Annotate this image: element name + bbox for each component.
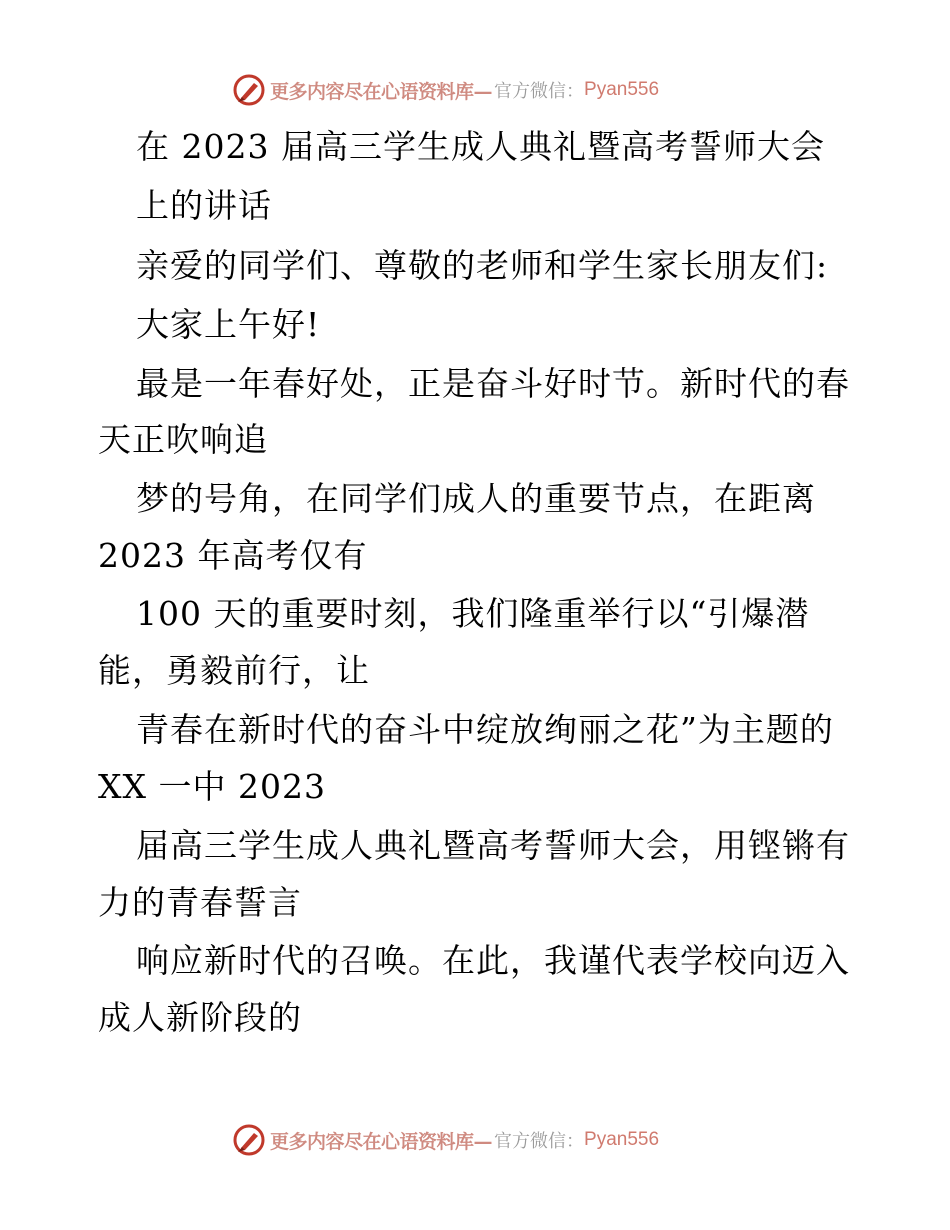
header-watermark: [232, 72, 659, 108]
paragraph-3-line-1: 100 天的重要时刻，我们隆重举行以“引爆潜: [136, 594, 810, 633]
paragraph-2-line-2: 2023 年高考仅有: [98, 536, 368, 575]
footer-watermark: [232, 1122, 659, 1158]
pen-logo-icon: [232, 1123, 266, 1157]
paragraph-2-line-1: 梦的号角，在同学们成人的重要节点，在距离: [136, 479, 816, 518]
paragraph-4-line-2: XX 一中 2023: [98, 767, 326, 806]
greeting: 大家上午好!: [136, 305, 321, 344]
watermark-text: 更多内容尽在心语资料库—: [270, 80, 493, 103]
pen-logo-icon: [232, 73, 266, 107]
paragraph-3-line-2: 能，勇毅前行，让: [98, 651, 370, 690]
watermark-wechat-id: Pyan556: [584, 1129, 660, 1150]
paragraph-4-line-1: 青春在新时代的奋斗中绽放绚丽之花”为主题的: [136, 710, 834, 749]
paragraph-5-line-1: 届高三学生成人典礼暨高考誓师大会，用铿锵有: [136, 826, 850, 865]
paragraph-5-line-2: 力的青春誓言: [98, 883, 302, 922]
watermark-wechat-label: 官方微信：: [494, 81, 585, 102]
salutation: 亲爱的同学们、尊敬的老师和学生家长朋友们:: [136, 246, 829, 285]
paragraph-1-line-2: 天正吹响追: [98, 420, 268, 459]
speech-title-line-2: 上的讲话: [136, 186, 272, 225]
paragraph-1-line-1: 最是一年春好处，正是奋斗好时节。新时代的春: [136, 364, 850, 403]
watermark-text: 更多内容尽在心语资料库—: [270, 1130, 493, 1153]
watermark-wechat-label: 官方微信：: [494, 1131, 585, 1152]
watermark-wechat-id: Pyan556: [584, 79, 660, 100]
speech-title-line-1: 在 2023 届高三学生成人典礼暨高考誓师大会: [136, 127, 825, 166]
paragraph-6-line-2: 成人新阶段的: [98, 998, 302, 1037]
paragraph-6-line-1: 响应新时代的召唤。在此，我谨代表学校向迈入: [136, 941, 850, 980]
